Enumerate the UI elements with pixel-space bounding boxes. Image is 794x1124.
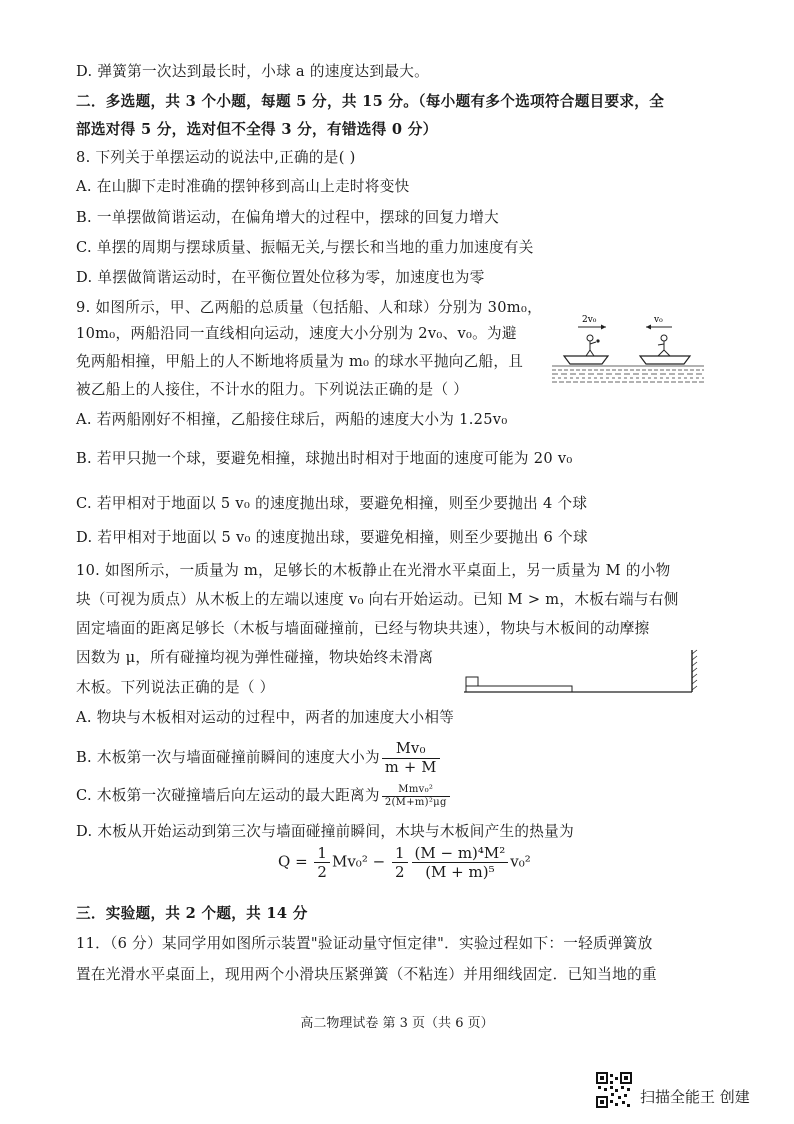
page-footer: 高二物理试卷 第 3 页（共 6 页）	[300, 1016, 494, 1031]
figure-label-v-right: v₀	[654, 315, 663, 325]
fraction-numerator: 1	[392, 844, 408, 863]
q10-option-b	[76, 738, 442, 778]
q9-stem-line1: 9. 如图所示，甲、乙两船的总质量（包括船、人和球）分别为 30m₀，	[76, 299, 542, 316]
q11-stem-line2: 置在光滑水平桌面上，现用两个小滑块压紧弹簧（不粘连）并用细线固定．已知当地的重	[76, 966, 657, 983]
figure-label-v-left: 2v₀	[582, 315, 597, 325]
section3-heading: 三．实验题，共 2 个题，共 14 分	[76, 905, 308, 922]
q10-option-c	[76, 780, 452, 812]
fraction-numerator: Mmv₀²	[382, 784, 450, 797]
q9-stem-line3: 免两船相撞，甲船上的人不断地将质量为 m₀ 的球水平抛向乙船，且	[76, 353, 524, 370]
q11-stem-line1: 11．（6 分）某同学用如图所示装置"验证动量守恒定律"．实验过程如下：一轻质弹簧放	[76, 935, 653, 952]
fraction-denominator: (M + m)⁵	[425, 863, 495, 881]
boat-jia	[564, 335, 608, 364]
q10-option-d: D. 木板从开始运动到第三次与墙面碰撞前瞬间，木块与木板间产生的热量为	[76, 823, 574, 840]
q8-stem: 8. 下列关于单摆运动的说法中,正确的是( )	[76, 149, 356, 166]
q10-heat-formula	[278, 844, 531, 881]
q8-option-c: C. 单摆的周期与摆球质量、振幅无关,与摆长和当地的重力加速度有关	[76, 239, 534, 256]
q10-stem-line5: 木板。下列说法正确的是（ ）	[76, 679, 275, 696]
q9-boats-figure	[548, 312, 708, 390]
q9-stem-line2: 10m₀，两船沿同一直线相向运动，速度大小分别为 2v₀、v₀。为避	[76, 325, 517, 342]
q10-option-b-text: B. 木板第一次与墙面碰撞前瞬间的速度大小为	[76, 749, 380, 766]
q8-option-a: A. 在山脚下走时准确的摆钟移到高山上走时将变快	[76, 178, 410, 195]
boat-yi	[640, 335, 690, 364]
fraction-numerator: 1	[314, 844, 330, 863]
qr-code-icon	[596, 1072, 632, 1108]
q9-stem-line4: 被乙船上的人接住，不计水的阻力。下列说法正确的是（ ）	[76, 381, 469, 398]
q9-option-a: A. 若两船刚好不相撞，乙船接住球后，两船的速度大小为 1.25v₀	[76, 411, 508, 428]
q10-option-a: A. 物块与木板相对运动的过程中，两者的加速度大小相等	[76, 709, 455, 726]
q10-stem-line3: 固定墙面的距离足够长（木板与墙面碰撞前，已经与物块共速），物块与木板间的动摩擦	[76, 620, 650, 637]
fraction-denominator: 2	[317, 863, 327, 881]
q10-stem-line2: 块（可视为质点）从木板上的左端以速度 v₀ 向右开始运动。已知 M > m，木板右端与右侧	[76, 591, 679, 608]
q10-stem-line1: 10. 如图所示，一质量为 m，足够长的木板静止在光滑水平桌面上，另一质量为 M 的小物	[76, 562, 671, 579]
formula-fraction-3	[412, 844, 509, 881]
scanner-watermark: 扫描全能王 创建	[640, 1088, 750, 1106]
q7-option-d: D. 弹簧第一次达到最长时，小球 a 的速度达到最大。	[76, 63, 430, 80]
section2-heading-line2: 部选对得 5 分，选对但不全得 3 分，有错选得 0 分）	[76, 121, 438, 138]
fraction-numerator: Mv₀	[382, 740, 440, 759]
q10-option-c-fraction	[382, 784, 450, 809]
section2-heading-line1: 二．多选题，共 3 个小题，每题 5 分，共 15 分。（每小题有多个选项符合题目要求，全	[76, 93, 665, 110]
formula-fraction-2	[392, 844, 408, 881]
q8-option-d: D. 单摆做简谐运动时，在平衡位置处位移为零，加速度也为零	[76, 269, 485, 286]
formula-fraction-1	[314, 844, 330, 881]
q9-option-d: D. 若甲相对于地面以 5 v₀ 的速度抛出球，要避免相撞，则至少要抛出 6 个球	[76, 529, 588, 546]
water-lines	[552, 366, 704, 382]
fraction-denominator: 2	[394, 863, 405, 881]
fraction-numerator: (M − m)⁴M²	[412, 844, 509, 863]
q10-option-b-fraction	[382, 740, 440, 777]
q10-option-c-text: C. 木板第一次碰撞墙后向左运动的最大距离为	[76, 787, 380, 804]
formula-term-1: Mv₀² −	[331, 852, 386, 871]
fraction-denominator: 2(M+m)²μg	[384, 796, 447, 808]
fraction-denominator: m + M	[384, 758, 437, 776]
q8-option-b: B. 一单摆做简谐运动，在偏角增大的过程中，摆球的回复力增大	[76, 209, 500, 226]
q10-board-wall-figure	[460, 646, 700, 696]
q9-option-b: B. 若甲只抛一个球，要避免相撞，球抛出时相对于地面的速度可能为 20 v₀	[76, 450, 573, 467]
q9-option-c: C. 若甲相对于地面以 5 v₀ 的速度抛出球，要避免相撞，则至少要抛出 4 个球	[76, 495, 588, 512]
formula-lhs: Q =	[278, 852, 308, 871]
formula-term-3: v₀²	[510, 852, 531, 871]
q10-stem-line4: 因数为 μ，所有碰撞均视为弹性碰撞，物块始终未滑离	[76, 649, 434, 666]
